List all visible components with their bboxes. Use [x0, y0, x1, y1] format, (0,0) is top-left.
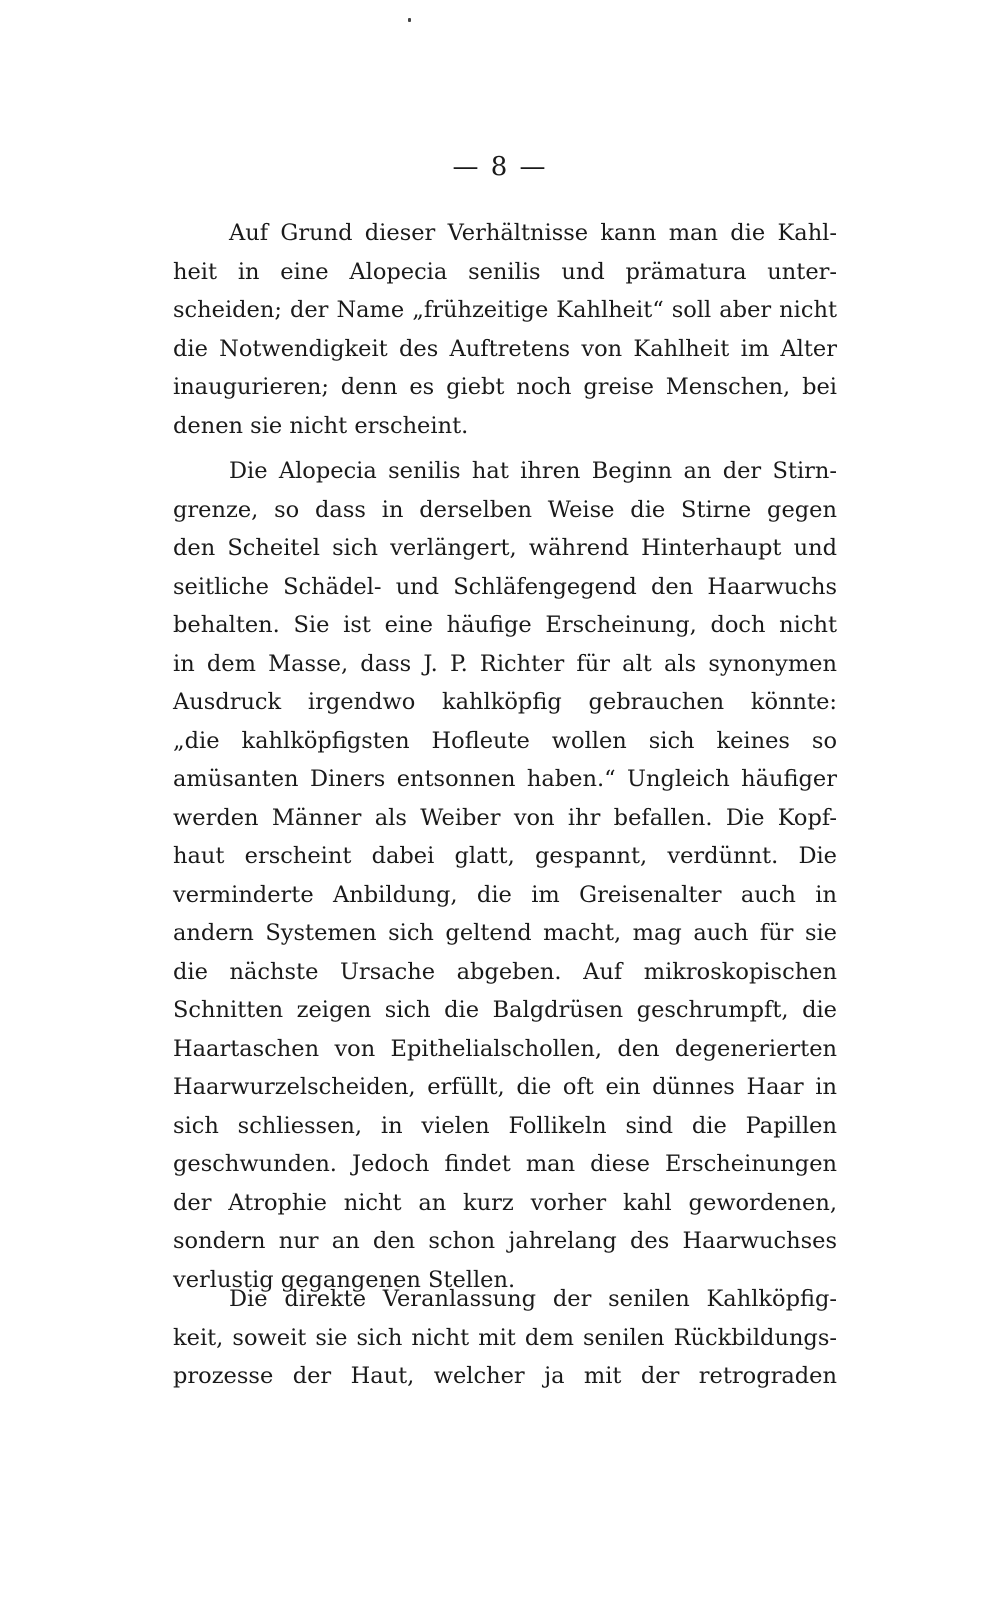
text-line: Die Alopecia senilis hat ihren Beginn an der Stirn- — [229, 458, 837, 484]
text-line: Schnitten zeigen sich die Balgdrüsen geschrumpft, die — [173, 997, 837, 1023]
text-line: Ausdruck irgendwo kahlköpfig gebrauchen könnte: — [173, 689, 837, 715]
paragraph-1 — [173, 214, 837, 445]
text-line: Auf Grund dieser Verhältnisse kann man die Kahl- — [229, 220, 837, 246]
text-line: behalten. Sie ist eine häufige Erscheinung, doch nicht — [173, 612, 837, 638]
print-speck — [408, 18, 411, 22]
text-line: grenze, so dass in derselben Weise die Stirne gegen — [173, 496, 837, 523]
text-line: haut erscheint dabei glatt, gespannt, verdünnt. Die — [173, 843, 837, 869]
text-line: werden Männer als Weiber von ihr befallen. Die Kopf- — [173, 804, 837, 831]
text-line: in dem Masse, dass J. P. Richter für alt als synonymen — [173, 650, 837, 677]
text-line: verminderte Anbildung, die im Greisenalter auch in — [173, 881, 837, 908]
text-line: Haarwurzelscheiden, erfüllt, die oft ein dünnes Haar in — [173, 1074, 837, 1100]
text-line: seitliche Schädel- und Schläfengegend den Haarwuchs — [173, 573, 837, 600]
text-line: verlustig gegangenen Stellen. — [173, 1266, 516, 1293]
page-number: — 8 — — [452, 152, 548, 182]
text-line: der Atrophie nicht an kurz vorher kahl gewordenen, — [173, 1189, 837, 1216]
text-line: die Notwendigkeit des Auftretens von Kahlheit im Alter — [173, 335, 837, 362]
text-line: denen sie nicht erscheint. — [173, 412, 469, 439]
text-line: den Scheitel sich verlängert, während Hinterhaupt und — [173, 535, 837, 561]
text-line: heit in eine Alopecia senilis und prämatura unter- — [173, 258, 837, 285]
text-line: prozesse der Haut, welcher ja mit der retrograden — [173, 1363, 837, 1389]
text-line: andern Systemen sich geltend macht, mag auch für sie — [173, 920, 837, 946]
text-line: inaugurieren; denn es giebt noch greise Menschen, bei — [173, 374, 837, 400]
text-line: „die kahlköpfigsten Hofleute wollen sich keines so — [173, 727, 837, 754]
text-line: sich schliessen, in vielen Follikeln sind die Papillen — [173, 1112, 837, 1139]
text-line: sondern nur an den schon jahrelang des Haarwuchses — [173, 1228, 837, 1254]
paragraph-2 — [173, 452, 837, 1299]
text-line: scheiden; der Name „frühzeitige Kahlheit“ soll aber nicht — [173, 297, 837, 323]
text-line: Die direkte Veranlassung der senilen Kahlköpfig- — [229, 1286, 837, 1312]
text-line: die nächste Ursache abgeben. Auf mikroskopischen — [173, 958, 837, 985]
text-line: Haartaschen von Epithelialschollen, den degenerierten — [173, 1035, 837, 1062]
paragraph-3 — [173, 1280, 837, 1396]
text-line: amüsanten Diners entsonnen haben.“ Ungleich häufiger — [173, 766, 837, 792]
text-line: geschwunden. Jedoch findet man diese Erscheinungen — [173, 1151, 837, 1177]
text-line: keit, soweit sie sich nicht mit dem senilen Rückbildungs- — [173, 1324, 837, 1351]
